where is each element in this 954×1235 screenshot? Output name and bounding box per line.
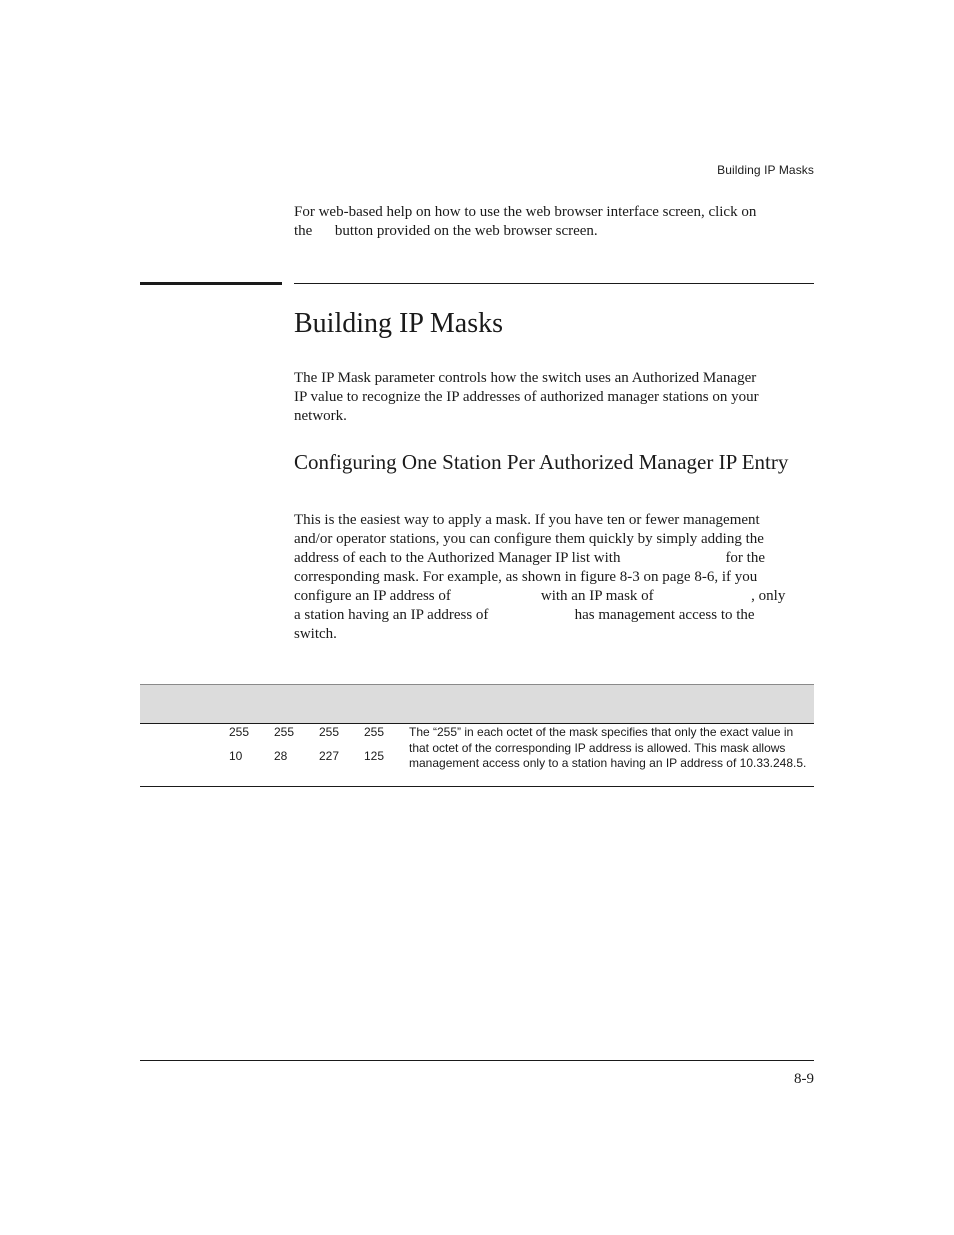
running-head: Building IP Masks bbox=[717, 163, 814, 177]
paragraph-line: a station having an IP address of has management access to the bbox=[294, 607, 755, 623]
paragraph-line: The IP Mask parameter controls how the switch uses an Authorized Manager bbox=[294, 370, 757, 386]
ip-octet-1: 10 bbox=[229, 749, 243, 763]
section-rule-thin bbox=[294, 283, 814, 284]
intro-paragraph bbox=[294, 203, 814, 241]
mask-octet-1: 255 bbox=[229, 725, 250, 739]
mask-octet-3: 255 bbox=[319, 725, 340, 739]
table-header bbox=[140, 684, 814, 724]
paragraph-line: switch. bbox=[294, 626, 337, 642]
subsection-paragraph bbox=[294, 511, 814, 644]
section-paragraph bbox=[294, 369, 814, 426]
paragraph-line: network. bbox=[294, 408, 347, 424]
description-line: The “255” in each octet of the mask specifies that only the exact value in bbox=[409, 725, 794, 739]
ip-octet-4: 125 bbox=[364, 749, 385, 763]
subsection-title: Configuring One Station Per Authorized Manager IP Entry bbox=[294, 450, 789, 474]
paragraph-line: address of each to the Authorized Manager IP list with for the bbox=[294, 550, 766, 566]
paragraph-line: and/or operator stations, you can configure them quickly by simply adding the bbox=[294, 531, 764, 547]
section-title: Building IP Masks bbox=[294, 308, 503, 339]
section-rule-thick bbox=[140, 282, 282, 285]
description-line: management access only to a station having an IP address of 10.33.248.5. bbox=[409, 756, 807, 770]
mask-octet-2: 255 bbox=[274, 725, 295, 739]
page-number: 8-9 bbox=[794, 1071, 814, 1087]
paragraph-line: This is the easiest way to apply a mask. If you have ten or fewer management bbox=[294, 512, 760, 528]
mask-octet-4: 255 bbox=[364, 725, 385, 739]
intro-line: For web-based help on how to use the web browser interface screen, click on bbox=[294, 204, 757, 220]
footer-rule bbox=[140, 1060, 814, 1061]
description-line: that octet of the corresponding IP address is allowed. This mask allows bbox=[409, 740, 786, 755]
ip-octet-3: 227 bbox=[319, 749, 340, 763]
ip-octet-2: 28 bbox=[274, 749, 288, 763]
table-bottom-rule bbox=[140, 786, 814, 787]
intro-line: the button provided on the web browser screen. bbox=[294, 223, 598, 239]
paragraph-line: IP value to recognize the IP addresses of authorized manager stations on your bbox=[294, 389, 759, 405]
paragraph-line: corresponding mask. For example, as shown in figure 8-3 on page 8-6, if you bbox=[294, 569, 758, 585]
paragraph-line: configure an IP address of with an IP mask of , only bbox=[294, 588, 786, 604]
table-description bbox=[409, 725, 814, 772]
